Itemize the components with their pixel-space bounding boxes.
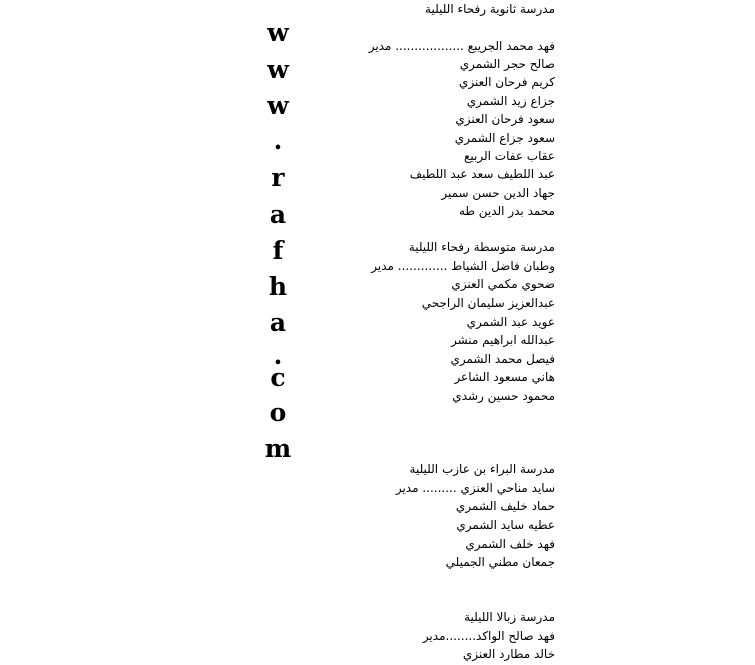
- staff-member: عطيه سايد الشمري: [456, 518, 555, 532]
- staff-member: محمد بدر الدين طه: [458, 204, 555, 218]
- staff-member: خالد مطارد العنزي: [462, 647, 555, 661]
- staff-member: فهد خلف الشمري: [465, 537, 555, 551]
- vertical-letter: w: [267, 91, 289, 120]
- staff-member: فهد محمد الجريبع .................. مدير: [368, 39, 555, 53]
- vertical-letter: .: [273, 126, 283, 155]
- staff-member: عبدالعزيز سليمان الراجحي: [421, 296, 555, 310]
- staff-member: جمعان مطني الجميلي: [445, 555, 555, 569]
- staff-member: جهاد الدين حسن سمير: [441, 186, 555, 200]
- vertical-letter: w: [267, 18, 289, 47]
- staff-member: وطبان فاضل الشياط ............. مدير: [371, 259, 555, 273]
- staff-member: عقاب عفات الربيع: [464, 149, 555, 163]
- vertical-letter: h: [268, 272, 288, 301]
- vertical-letter: .: [273, 341, 283, 370]
- vertical-letter: c: [270, 363, 286, 392]
- vertical-letter: a: [269, 308, 287, 337]
- staff-member: محمود حسين رشدي: [452, 389, 555, 403]
- staff-member: ضحوي مكمي العنزي: [451, 277, 555, 291]
- staff-member: كريم فرحان العنزي: [459, 75, 555, 89]
- vertical-letter: a: [269, 200, 287, 229]
- staff-member: جزاع زيد الشمري: [466, 94, 555, 108]
- vertical-letter: r: [271, 163, 285, 192]
- staff-member: سعود فرحان العنزي: [455, 112, 555, 126]
- school-name: مدرسة زبالا الليلية: [464, 610, 555, 624]
- staff-member: عبدالله ابراهيم منشر: [450, 333, 555, 347]
- vertical-letter: m: [264, 434, 292, 463]
- staff-member: سايد مناحي العنزي ......... مدير: [395, 481, 555, 495]
- vertical-letter: o: [269, 398, 287, 427]
- staff-member: عويد عبد الشمري: [466, 315, 555, 329]
- staff-member: سعود جزاع الشمري: [454, 131, 555, 145]
- staff-member: عبد اللطيف سعد عبد اللطيف: [409, 167, 555, 181]
- vertical-letter: w: [267, 55, 289, 84]
- staff-member: هاني مسعود الشاعر: [454, 370, 555, 384]
- school-name: مدرسة متوسطة رفحاء الليلية: [408, 240, 555, 254]
- school-name: مدرسة ثانوية رفحاء الليلية: [425, 2, 555, 16]
- staff-member: فيصل محمد الشمري: [450, 352, 555, 366]
- school-name: مدرسة البراء بن عازب الليلية: [409, 462, 555, 476]
- staff-member: حماد خليف الشمري: [455, 499, 555, 513]
- staff-member: فهد صالح الواكد........مدير: [422, 629, 555, 643]
- staff-member: صالح حجر الشمري: [459, 57, 555, 71]
- vertical-letter: f: [272, 236, 284, 265]
